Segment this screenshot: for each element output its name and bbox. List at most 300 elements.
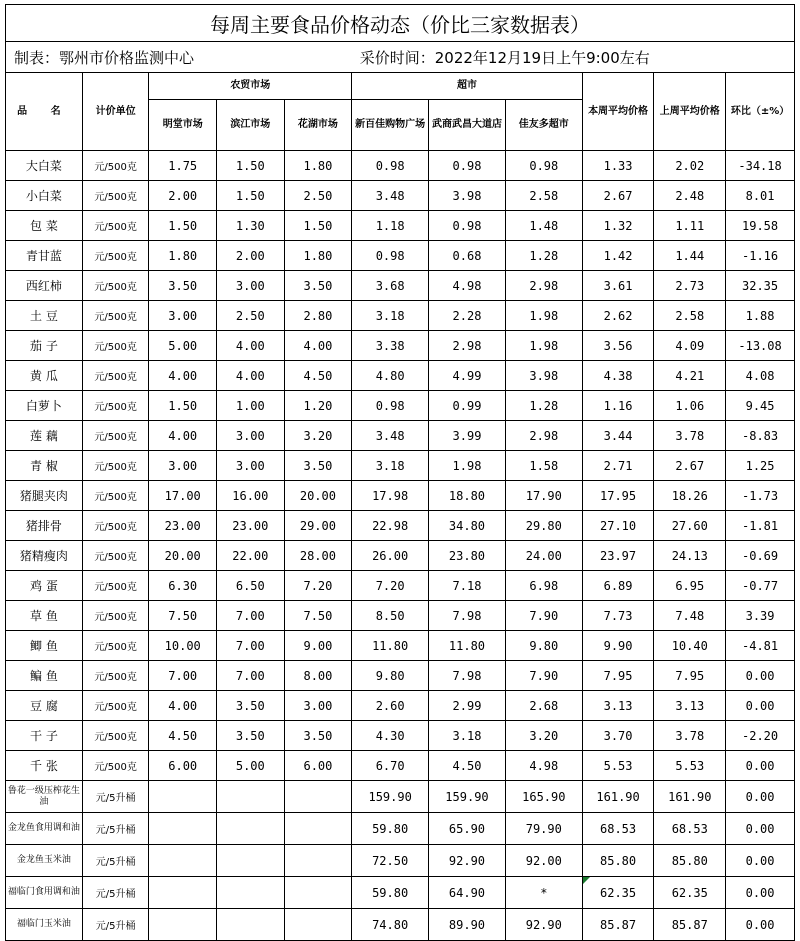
unit: 元/500克	[82, 451, 149, 481]
table-row	[6, 331, 795, 361]
last-week-avg: 4.21	[654, 361, 726, 391]
super-1-price: 26.00	[352, 541, 429, 571]
this-week-avg: 62.35	[582, 877, 654, 909]
change-percent: 0.00	[726, 751, 795, 781]
change-percent: 9.45	[726, 391, 795, 421]
this-week-avg: 3.13	[582, 691, 654, 721]
farm-2-price: 5.00	[217, 751, 285, 781]
super-1-price: 3.48	[352, 421, 429, 451]
super-3-price: 2.98	[505, 421, 582, 451]
this-week-avg: 1.33	[582, 151, 654, 181]
unit: 元/500克	[82, 151, 149, 181]
unit: 元/500克	[82, 421, 149, 451]
super-3-price: 24.00	[505, 541, 582, 571]
this-week-avg: 17.95	[582, 481, 654, 511]
item-name: 鸡 蛋	[6, 571, 83, 601]
change-percent: 0.00	[726, 691, 795, 721]
item-name: 白萝卜	[6, 391, 83, 421]
change-percent: -8.83	[726, 421, 795, 451]
farm-3-price	[284, 845, 352, 877]
change-percent: 0.00	[726, 661, 795, 691]
item-name: 包 菜	[6, 211, 83, 241]
super-3-price: 0.98	[505, 151, 582, 181]
last-week-avg: 6.95	[654, 571, 726, 601]
unit: 元/500克	[82, 691, 149, 721]
change-percent: 0.00	[726, 877, 795, 909]
super-2-price: 2.99	[429, 691, 506, 721]
unit: 元/500克	[82, 271, 149, 301]
unit: 元/500克	[82, 631, 149, 661]
farm-3-price: 4.50	[284, 361, 352, 391]
super-1-price: 159.90	[352, 781, 429, 813]
super-1-price: 11.80	[352, 631, 429, 661]
last-week-avg: 1.11	[654, 211, 726, 241]
farm-3-price: 1.80	[284, 241, 352, 271]
this-week-avg: 161.90	[582, 781, 654, 813]
header-super-group: 超市	[352, 73, 582, 100]
super-3-price: 92.90	[505, 909, 582, 941]
super-2-price: 4.99	[429, 361, 506, 391]
super-1-price: 1.18	[352, 211, 429, 241]
table-row	[6, 181, 795, 211]
unit: 元/500克	[82, 241, 149, 271]
super-3-price: 4.98	[505, 751, 582, 781]
farm-2-price: 2.00	[217, 241, 285, 271]
super-2-price: 3.99	[429, 421, 506, 451]
table-row	[6, 451, 795, 481]
super-1-price: 0.98	[352, 151, 429, 181]
farm-2-price: 7.00	[217, 601, 285, 631]
farm-2-price: 4.00	[217, 361, 285, 391]
item-name: 干 子	[6, 721, 83, 751]
unit: 元/500克	[82, 301, 149, 331]
farm-2-price: 3.50	[217, 691, 285, 721]
super-2-price: 65.90	[429, 813, 506, 845]
super-3-price: 29.80	[505, 511, 582, 541]
super-2-price: 1.98	[429, 451, 506, 481]
last-week-avg: 1.44	[654, 241, 726, 271]
farm-1-price: 1.80	[149, 241, 217, 271]
item-name: 黄 瓜	[6, 361, 83, 391]
this-week-avg: 3.61	[582, 271, 654, 301]
farm-1-price: 6.30	[149, 571, 217, 601]
change-percent: 3.39	[726, 601, 795, 631]
super-2-price: 0.98	[429, 211, 506, 241]
this-week-avg: 3.56	[582, 331, 654, 361]
super-3-price: 2.98	[505, 271, 582, 301]
farm-3-price: 7.50	[284, 601, 352, 631]
farm-3-price: 28.00	[284, 541, 352, 571]
farm-3-price: 4.00	[284, 331, 352, 361]
last-week-avg: 10.40	[654, 631, 726, 661]
unit: 元/500克	[82, 601, 149, 631]
change-percent: -2.20	[726, 721, 795, 751]
super-2-price: 2.98	[429, 331, 506, 361]
farm-1-price: 10.00	[149, 631, 217, 661]
last-week-avg: 3.13	[654, 691, 726, 721]
oil-rows	[6, 781, 795, 941]
super-2-price: 92.90	[429, 845, 506, 877]
item-name: 福临门食用调和油	[6, 877, 83, 909]
this-week-avg: 23.97	[582, 541, 654, 571]
unit: 元/5升桶	[82, 877, 149, 909]
table-row	[6, 661, 795, 691]
super-3-price: 7.90	[505, 601, 582, 631]
super-1-price: 3.38	[352, 331, 429, 361]
super-2-price: 7.18	[429, 571, 506, 601]
unit: 元/500克	[82, 661, 149, 691]
this-week-avg: 7.95	[582, 661, 654, 691]
header-row-1	[6, 73, 795, 100]
farm-3-price: 29.00	[284, 511, 352, 541]
super-2-price: 18.80	[429, 481, 506, 511]
super-1-price: 6.70	[352, 751, 429, 781]
table-row	[6, 421, 795, 451]
table-row	[6, 751, 795, 781]
super-3-price: 1.98	[505, 331, 582, 361]
farm-2-price: 4.00	[217, 331, 285, 361]
farm-2-price: 6.50	[217, 571, 285, 601]
this-week-avg: 1.42	[582, 241, 654, 271]
farm-1-price: 4.00	[149, 361, 217, 391]
super-2-price: 7.98	[429, 601, 506, 631]
table-row	[6, 813, 795, 845]
farm-1-price: 1.75	[149, 151, 217, 181]
last-week-avg: 85.80	[654, 845, 726, 877]
super-3-price: 9.80	[505, 631, 582, 661]
table-row	[6, 241, 795, 271]
farm-2-price: 7.00	[217, 661, 285, 691]
super-1-price: 3.48	[352, 181, 429, 211]
last-week-avg: 85.87	[654, 909, 726, 941]
last-week-avg: 2.02	[654, 151, 726, 181]
super-3-price: *	[505, 877, 582, 909]
super-3-price: 1.98	[505, 301, 582, 331]
table-row	[6, 601, 795, 631]
farm-3-price: 8.00	[284, 661, 352, 691]
farm-1-price	[149, 845, 217, 877]
change-percent: 4.08	[726, 361, 795, 391]
change-percent: -1.16	[726, 241, 795, 271]
farm-2-price: 7.00	[217, 631, 285, 661]
this-week-avg: 3.44	[582, 421, 654, 451]
change-percent: 0.00	[726, 813, 795, 845]
header-change: 环比（±%）	[726, 73, 795, 151]
unit: 元/500克	[82, 511, 149, 541]
last-week-avg: 24.13	[654, 541, 726, 571]
super-1-price: 4.30	[352, 721, 429, 751]
last-week-avg: 161.90	[654, 781, 726, 813]
super-1-price: 3.18	[352, 451, 429, 481]
item-name: 猪排骨	[6, 511, 83, 541]
this-week-avg: 6.89	[582, 571, 654, 601]
unit: 元/5升桶	[82, 781, 149, 813]
farm-2-price: 1.30	[217, 211, 285, 241]
farm-1-price: 4.50	[149, 721, 217, 751]
item-name: 福临门玉米油	[6, 909, 83, 941]
table-row	[6, 691, 795, 721]
super-3-price: 1.28	[505, 241, 582, 271]
super-3-price: 1.48	[505, 211, 582, 241]
last-week-avg: 2.67	[654, 451, 726, 481]
super-1-price: 4.80	[352, 361, 429, 391]
super-1-price: 3.68	[352, 271, 429, 301]
table-row	[6, 631, 795, 661]
table-row	[6, 877, 795, 909]
change-percent: -0.69	[726, 541, 795, 571]
item-name: 鲫 鱼	[6, 631, 83, 661]
table-row	[6, 211, 795, 241]
change-percent: 8.01	[726, 181, 795, 211]
this-week-avg: 85.80	[582, 845, 654, 877]
farm-2-price: 3.00	[217, 421, 285, 451]
item-name: 猪腿夹肉	[6, 481, 83, 511]
farm-2-price: 22.00	[217, 541, 285, 571]
unit: 元/5升桶	[82, 909, 149, 941]
super-2-price: 2.28	[429, 301, 506, 331]
farm-1-price: 3.00	[149, 301, 217, 331]
table-row	[6, 909, 795, 941]
last-week-avg: 3.78	[654, 721, 726, 751]
last-week-avg: 4.09	[654, 331, 726, 361]
last-week-avg: 2.58	[654, 301, 726, 331]
unit: 元/500克	[82, 331, 149, 361]
change-percent: 32.35	[726, 271, 795, 301]
super-3-price: 165.90	[505, 781, 582, 813]
table-row	[6, 541, 795, 571]
item-name: 青 椒	[6, 451, 83, 481]
header-super-2: 武商武昌大道店	[429, 100, 506, 151]
last-week-avg: 68.53	[654, 813, 726, 845]
maker-label: 制表：鄂州市价格监测中心	[6, 42, 352, 73]
farm-1-price: 5.00	[149, 331, 217, 361]
last-week-avg: 7.48	[654, 601, 726, 631]
unit: 元/5升桶	[82, 813, 149, 845]
item-name: 豆 腐	[6, 691, 83, 721]
change-percent: 0.00	[726, 845, 795, 877]
item-name: 金龙鱼食用调和油	[6, 813, 83, 845]
last-week-avg: 7.95	[654, 661, 726, 691]
farm-3-price: 6.00	[284, 751, 352, 781]
this-week-avg: 1.32	[582, 211, 654, 241]
super-1-price: 59.80	[352, 877, 429, 909]
farm-3-price	[284, 781, 352, 813]
change-percent: 0.00	[726, 909, 795, 941]
farm-1-price: 23.00	[149, 511, 217, 541]
super-3-price: 2.68	[505, 691, 582, 721]
super-2-price: 23.80	[429, 541, 506, 571]
super-2-price: 0.68	[429, 241, 506, 271]
item-name: 西红柿	[6, 271, 83, 301]
last-week-avg: 2.73	[654, 271, 726, 301]
last-week-avg: 27.60	[654, 511, 726, 541]
table-row	[6, 845, 795, 877]
header-farm-1: 明堂市场	[149, 100, 217, 151]
table-row	[6, 271, 795, 301]
change-percent: -34.18	[726, 151, 795, 181]
super-3-price: 7.90	[505, 661, 582, 691]
header-farm-2: 滨江市场	[217, 100, 285, 151]
super-1-price: 0.98	[352, 241, 429, 271]
item-name: 小白菜	[6, 181, 83, 211]
super-1-price: 22.98	[352, 511, 429, 541]
farm-2-price	[217, 813, 285, 845]
farm-1-price: 1.50	[149, 391, 217, 421]
last-week-avg: 2.48	[654, 181, 726, 211]
super-2-price: 159.90	[429, 781, 506, 813]
meta-row	[6, 42, 795, 73]
super-2-price: 89.90	[429, 909, 506, 941]
this-week-avg: 4.38	[582, 361, 654, 391]
header-this-week: 本周平均价格	[582, 73, 654, 151]
unit: 元/500克	[82, 361, 149, 391]
unit: 元/500克	[82, 721, 149, 751]
farm-2-price	[217, 877, 285, 909]
item-name: 鳊 鱼	[6, 661, 83, 691]
change-percent: 19.58	[726, 211, 795, 241]
farm-3-price: 7.20	[284, 571, 352, 601]
item-name: 土 豆	[6, 301, 83, 331]
super-3-price: 79.90	[505, 813, 582, 845]
unit: 元/500克	[82, 541, 149, 571]
item-name: 草 鱼	[6, 601, 83, 631]
unit: 元/500克	[82, 571, 149, 601]
super-3-price: 6.98	[505, 571, 582, 601]
super-1-price: 17.98	[352, 481, 429, 511]
this-week-avg: 9.90	[582, 631, 654, 661]
table-row	[6, 721, 795, 751]
farm-2-price: 2.50	[217, 301, 285, 331]
header-unit: 计价单位	[82, 73, 149, 151]
super-1-price: 3.18	[352, 301, 429, 331]
farm-3-price: 3.50	[284, 451, 352, 481]
header-last-week: 上周平均价格	[654, 73, 726, 151]
table-row	[6, 781, 795, 813]
super-3-price: 3.20	[505, 721, 582, 751]
super-2-price: 0.98	[429, 151, 506, 181]
change-percent: -0.77	[726, 571, 795, 601]
unit: 元/5升桶	[82, 845, 149, 877]
last-week-avg: 3.78	[654, 421, 726, 451]
super-3-price: 1.28	[505, 391, 582, 421]
change-percent: 0.00	[726, 781, 795, 813]
super-1-price: 72.50	[352, 845, 429, 877]
super-2-price: 4.98	[429, 271, 506, 301]
farm-3-price: 3.20	[284, 421, 352, 451]
this-week-avg: 27.10	[582, 511, 654, 541]
farm-3-price	[284, 813, 352, 845]
super-1-price: 8.50	[352, 601, 429, 631]
farm-2-price: 3.50	[217, 721, 285, 751]
change-percent: -13.08	[726, 331, 795, 361]
super-2-price: 4.50	[429, 751, 506, 781]
super-1-price: 0.98	[352, 391, 429, 421]
farm-2-price: 1.00	[217, 391, 285, 421]
super-2-price: 64.90	[429, 877, 506, 909]
super-1-price: 9.80	[352, 661, 429, 691]
this-week-avg: 3.70	[582, 721, 654, 751]
super-3-price: 1.58	[505, 451, 582, 481]
item-name: 莲 藕	[6, 421, 83, 451]
super-2-price: 3.18	[429, 721, 506, 751]
farm-3-price: 1.80	[284, 151, 352, 181]
farm-1-price	[149, 781, 217, 813]
header-super-3: 佳友多超市	[505, 100, 582, 151]
unit: 元/500克	[82, 391, 149, 421]
item-name: 茄 子	[6, 331, 83, 361]
super-2-price: 7.98	[429, 661, 506, 691]
farm-1-price: 20.00	[149, 541, 217, 571]
change-percent: -4.81	[726, 631, 795, 661]
header-name: 品 名	[6, 73, 83, 151]
farm-2-price: 3.00	[217, 271, 285, 301]
super-2-price: 0.99	[429, 391, 506, 421]
last-week-avg: 1.06	[654, 391, 726, 421]
farm-1-price: 7.00	[149, 661, 217, 691]
this-week-avg: 68.53	[582, 813, 654, 845]
header-farm-group: 农贸市场	[149, 73, 352, 100]
change-percent: -1.81	[726, 511, 795, 541]
super-1-price: 7.20	[352, 571, 429, 601]
unit: 元/500克	[82, 481, 149, 511]
farm-3-price: 3.00	[284, 691, 352, 721]
super-3-price: 3.98	[505, 361, 582, 391]
super-2-price: 3.98	[429, 181, 506, 211]
this-week-avg: 1.16	[582, 391, 654, 421]
farm-3-price: 3.50	[284, 271, 352, 301]
farm-3-price: 1.20	[284, 391, 352, 421]
farm-2-price: 16.00	[217, 481, 285, 511]
farm-2-price: 1.50	[217, 151, 285, 181]
unit: 元/500克	[82, 181, 149, 211]
farm-3-price: 1.50	[284, 211, 352, 241]
farm-3-price	[284, 877, 352, 909]
farm-2-price	[217, 781, 285, 813]
title-row	[6, 5, 795, 42]
table-row	[6, 571, 795, 601]
this-week-avg: 2.62	[582, 301, 654, 331]
table-row	[6, 481, 795, 511]
farm-2-price: 3.00	[217, 451, 285, 481]
farm-2-price: 23.00	[217, 511, 285, 541]
table-row	[6, 361, 795, 391]
super-3-price: 17.90	[505, 481, 582, 511]
farm-1-price: 3.00	[149, 451, 217, 481]
farm-1-price: 4.00	[149, 691, 217, 721]
farm-1-price: 4.00	[149, 421, 217, 451]
farm-2-price	[217, 909, 285, 941]
farm-3-price: 2.80	[284, 301, 352, 331]
food-rows	[6, 151, 795, 781]
farm-1-price: 17.00	[149, 481, 217, 511]
super-1-price: 59.80	[352, 813, 429, 845]
price-table	[5, 4, 795, 941]
farm-3-price: 3.50	[284, 721, 352, 751]
table-row	[6, 391, 795, 421]
table-row	[6, 301, 795, 331]
farm-3-price	[284, 909, 352, 941]
sheet-title: 每周主要食品价格动态（价比三家数据表）	[6, 5, 795, 42]
header-super-1: 新百佳购物广场	[352, 100, 429, 151]
this-week-avg: 7.73	[582, 601, 654, 631]
last-week-avg: 18.26	[654, 481, 726, 511]
super-1-price: 74.80	[352, 909, 429, 941]
item-name: 金龙鱼玉米油	[6, 845, 83, 877]
farm-2-price	[217, 845, 285, 877]
super-3-price: 2.58	[505, 181, 582, 211]
farm-1-price: 7.50	[149, 601, 217, 631]
table-row	[6, 511, 795, 541]
